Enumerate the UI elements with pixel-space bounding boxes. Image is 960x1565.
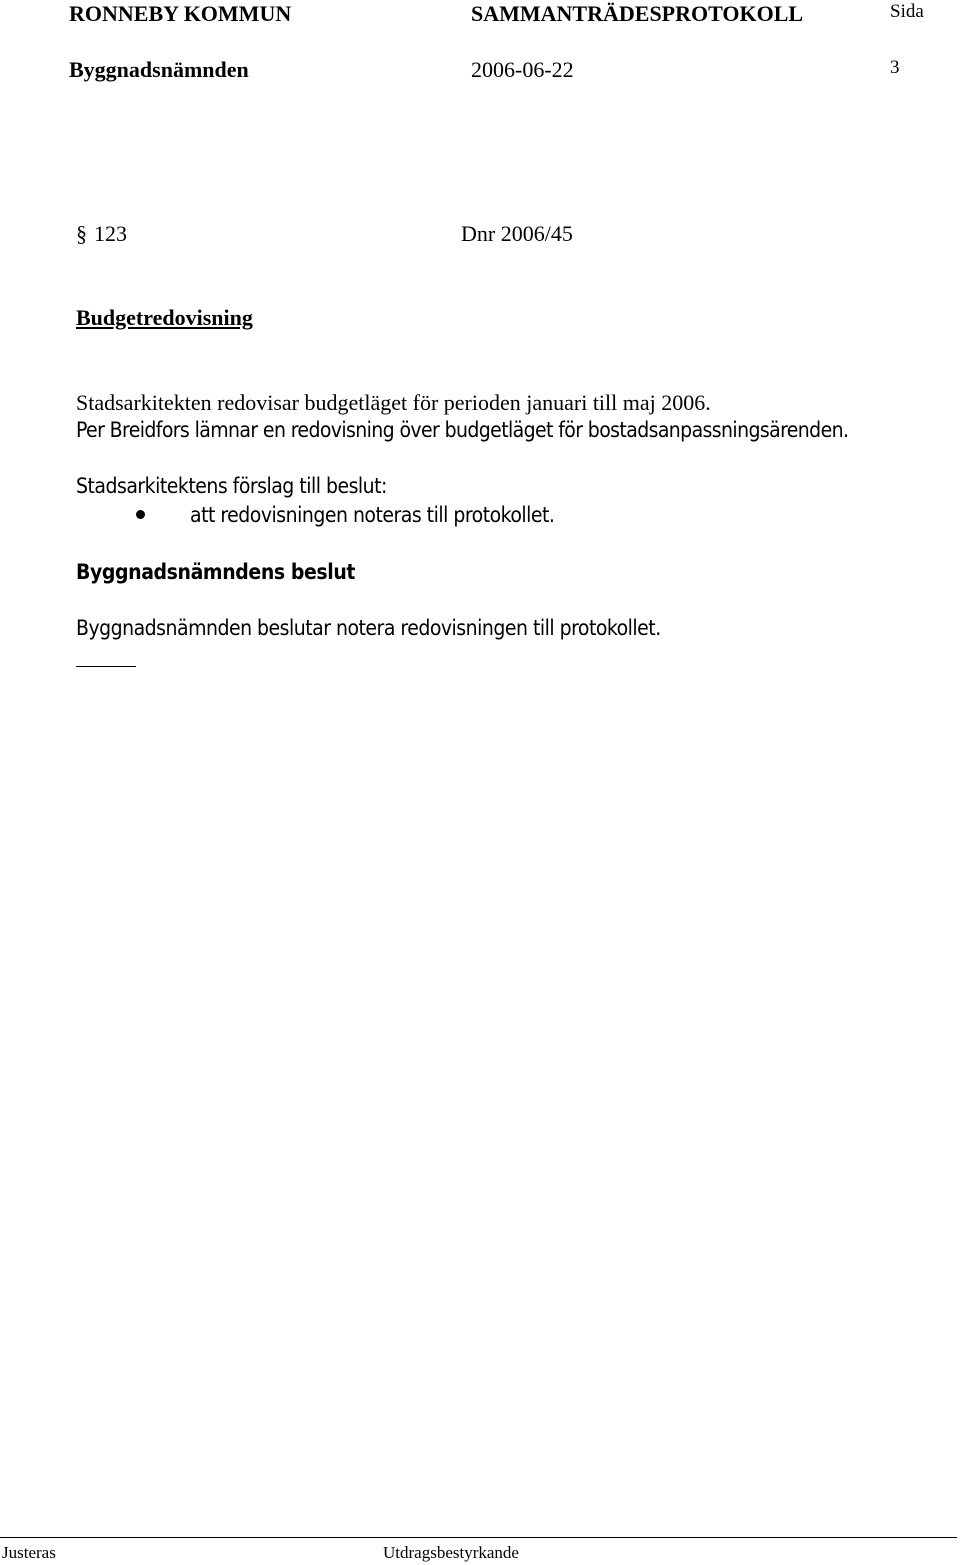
- paragraph-number: 123: [94, 221, 127, 246]
- bullet-icon: [136, 510, 145, 519]
- decision-heading: Byggnadsnämndens beslut: [76, 560, 356, 584]
- section-end-rule: [76, 666, 136, 667]
- decision-text: Byggnadsnämnden beslutar notera redovisningen till protokollet.: [76, 616, 661, 640]
- page-number: 3: [890, 57, 900, 78]
- proposal-intro: Stadsarkitektens förslag till beslut:: [76, 474, 387, 498]
- item-title: Budgetredovisning: [76, 305, 253, 330]
- diary-number: Dnr 2006/45: [461, 221, 573, 246]
- committee-name: Byggnadsnämnden: [69, 57, 249, 82]
- footer-justeras: Justeras: [2, 1543, 56, 1562]
- paragraph-symbol: §: [76, 221, 87, 246]
- page-label: Sida: [890, 1, 924, 22]
- body-text-line-1: Stadsarkitekten redovisar budgetläget för perioden januari till maj 2006.: [76, 390, 711, 415]
- meeting-date: 2006-06-22: [471, 57, 574, 82]
- proposal-bullet-text: att redovisningen noteras till protokollet.: [190, 503, 555, 527]
- document-type: SAMMANTRÄDESPROTOKOLL: [471, 1, 804, 26]
- footer-utdragsbestyrkande: Utdragsbestyrkande: [383, 1543, 519, 1562]
- organization-name: RONNEBY KOMMUN: [69, 1, 292, 26]
- footer-rule: [0, 1537, 957, 1538]
- body-text-line-2: Per Breidfors lämnar en redovisning över budgetläget för bostadsanpassningsärenden.: [76, 418, 849, 442]
